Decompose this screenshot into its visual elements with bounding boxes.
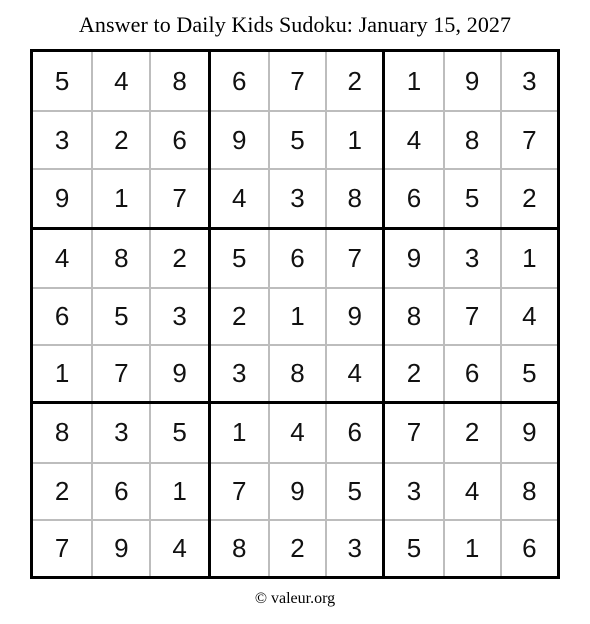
- sudoku-cell: 9: [149, 344, 207, 401]
- sudoku-cell: 8: [500, 462, 557, 519]
- sudoku-cell: 2: [91, 110, 149, 168]
- sudoku-cell: 9: [268, 462, 325, 519]
- sudoku-cell: 9: [443, 52, 500, 110]
- sudoku-cell: 8: [443, 110, 500, 168]
- sudoku-cell: 7: [149, 168, 207, 226]
- sudoku-cell: 3: [33, 110, 91, 168]
- sudoku-cell: 1: [268, 287, 325, 344]
- sudoku-cell: 4: [385, 110, 442, 168]
- sudoku-cell: 3: [268, 168, 325, 226]
- puzzle-title: Answer to Daily Kids Sudoku: January 15, 2027: [78, 12, 512, 37]
- sudoku-box: [33, 227, 208, 402]
- sudoku-cell: 9: [325, 287, 382, 344]
- sudoku-cell: 3: [149, 287, 207, 344]
- sudoku-cell: 5: [443, 168, 500, 226]
- sudoku-cell: 2: [149, 230, 207, 287]
- sudoku-cell: 7: [211, 462, 268, 519]
- sudoku-cell: 2: [268, 519, 325, 576]
- sudoku-box: [208, 52, 383, 227]
- sudoku-box: [382, 401, 557, 576]
- sudoku-cell: 6: [500, 519, 557, 576]
- sudoku-cell: 2: [443, 404, 500, 461]
- sudoku-cell: 1: [325, 110, 382, 168]
- sudoku-cell: 4: [211, 168, 268, 226]
- sudoku-cell: 3: [325, 519, 382, 576]
- sudoku-cell: 8: [149, 52, 207, 110]
- sudoku-cell: 2: [500, 168, 557, 226]
- sudoku-cell: 1: [443, 519, 500, 576]
- sudoku-cell: 5: [232, 242, 247, 273]
- sudoku-cell: 5: [268, 110, 325, 168]
- sudoku-cell: 9: [406, 242, 422, 273]
- sudoku-cell: 1: [91, 168, 149, 226]
- sudoku-cell: 4: [91, 52, 149, 110]
- sudoku-cell: 6: [443, 344, 500, 401]
- sudoku-cell: 4: [268, 404, 325, 461]
- sudoku-cell: 9: [500, 404, 557, 461]
- sudoku-cell: 7: [443, 287, 500, 344]
- sudoku-box: [382, 52, 557, 227]
- sudoku-cell: 3: [500, 52, 557, 110]
- sudoku-cell: 2: [385, 344, 442, 401]
- sudoku-cell: 4: [149, 519, 207, 576]
- copyright-footer: © valeur.org: [254, 590, 336, 607]
- sudoku-cell: 6: [232, 65, 247, 96]
- sudoku-cell: 1: [500, 230, 557, 287]
- sudoku-cell: 9: [91, 519, 149, 576]
- sudoku-cell: 2: [33, 462, 91, 519]
- sudoku-box: [33, 52, 208, 227]
- sudoku-cell: 7: [500, 110, 557, 168]
- sudoku-cell: 5: [91, 287, 149, 344]
- sudoku-cell: 3: [385, 462, 442, 519]
- sudoku-cell: 1: [149, 462, 207, 519]
- sudoku-cell: 7: [406, 417, 422, 448]
- sudoku-box: [208, 227, 383, 402]
- sudoku-cell: 4: [325, 344, 382, 401]
- sudoku-cell: 6: [268, 230, 325, 287]
- sudoku-cell: 3: [443, 230, 500, 287]
- sudoku-box: [33, 401, 208, 576]
- sudoku-cell: 5: [54, 65, 70, 96]
- sudoku-cell: 9: [211, 110, 268, 168]
- sudoku-cell: 8: [54, 417, 70, 448]
- sudoku-cell: 6: [325, 404, 382, 461]
- sudoku-cell: 2: [211, 287, 268, 344]
- sudoku-cell: 1: [406, 65, 422, 96]
- sudoku-cell: 4: [500, 287, 557, 344]
- sudoku-cell: 8: [91, 230, 149, 287]
- sudoku-cell: 3: [211, 344, 268, 401]
- sudoku-cell: 8: [385, 287, 442, 344]
- sudoku-cell: 7: [33, 519, 91, 576]
- sudoku-cell: 8: [211, 519, 268, 576]
- sudoku-cell: 6: [385, 168, 442, 226]
- sudoku-cell: 5: [149, 404, 207, 461]
- sudoku-cell: 2: [325, 52, 382, 110]
- sudoku-cell: 7: [91, 344, 149, 401]
- sudoku-cell: 1: [232, 417, 247, 448]
- sudoku-cell: 9: [33, 168, 91, 226]
- sudoku-cell: 5: [325, 462, 382, 519]
- sudoku-cell: 4: [443, 462, 500, 519]
- sudoku-cell: 6: [33, 287, 91, 344]
- sudoku-cell: 8: [325, 168, 382, 226]
- sudoku-cell: 6: [149, 110, 207, 168]
- sudoku-box: [208, 401, 383, 576]
- sudoku-cell: 5: [385, 519, 442, 576]
- sudoku-cell: 8: [268, 344, 325, 401]
- sudoku-cell: 6: [91, 462, 149, 519]
- sudoku-cell: 5: [500, 344, 557, 401]
- sudoku-cell: 7: [268, 52, 325, 110]
- sudoku-cell: 4: [54, 242, 70, 273]
- sudoku-board: [30, 49, 560, 579]
- sudoku-cell: 3: [91, 404, 149, 461]
- sudoku-cell: 1: [33, 344, 91, 401]
- sudoku-cell: 7: [325, 230, 382, 287]
- sudoku-box: [382, 227, 557, 402]
